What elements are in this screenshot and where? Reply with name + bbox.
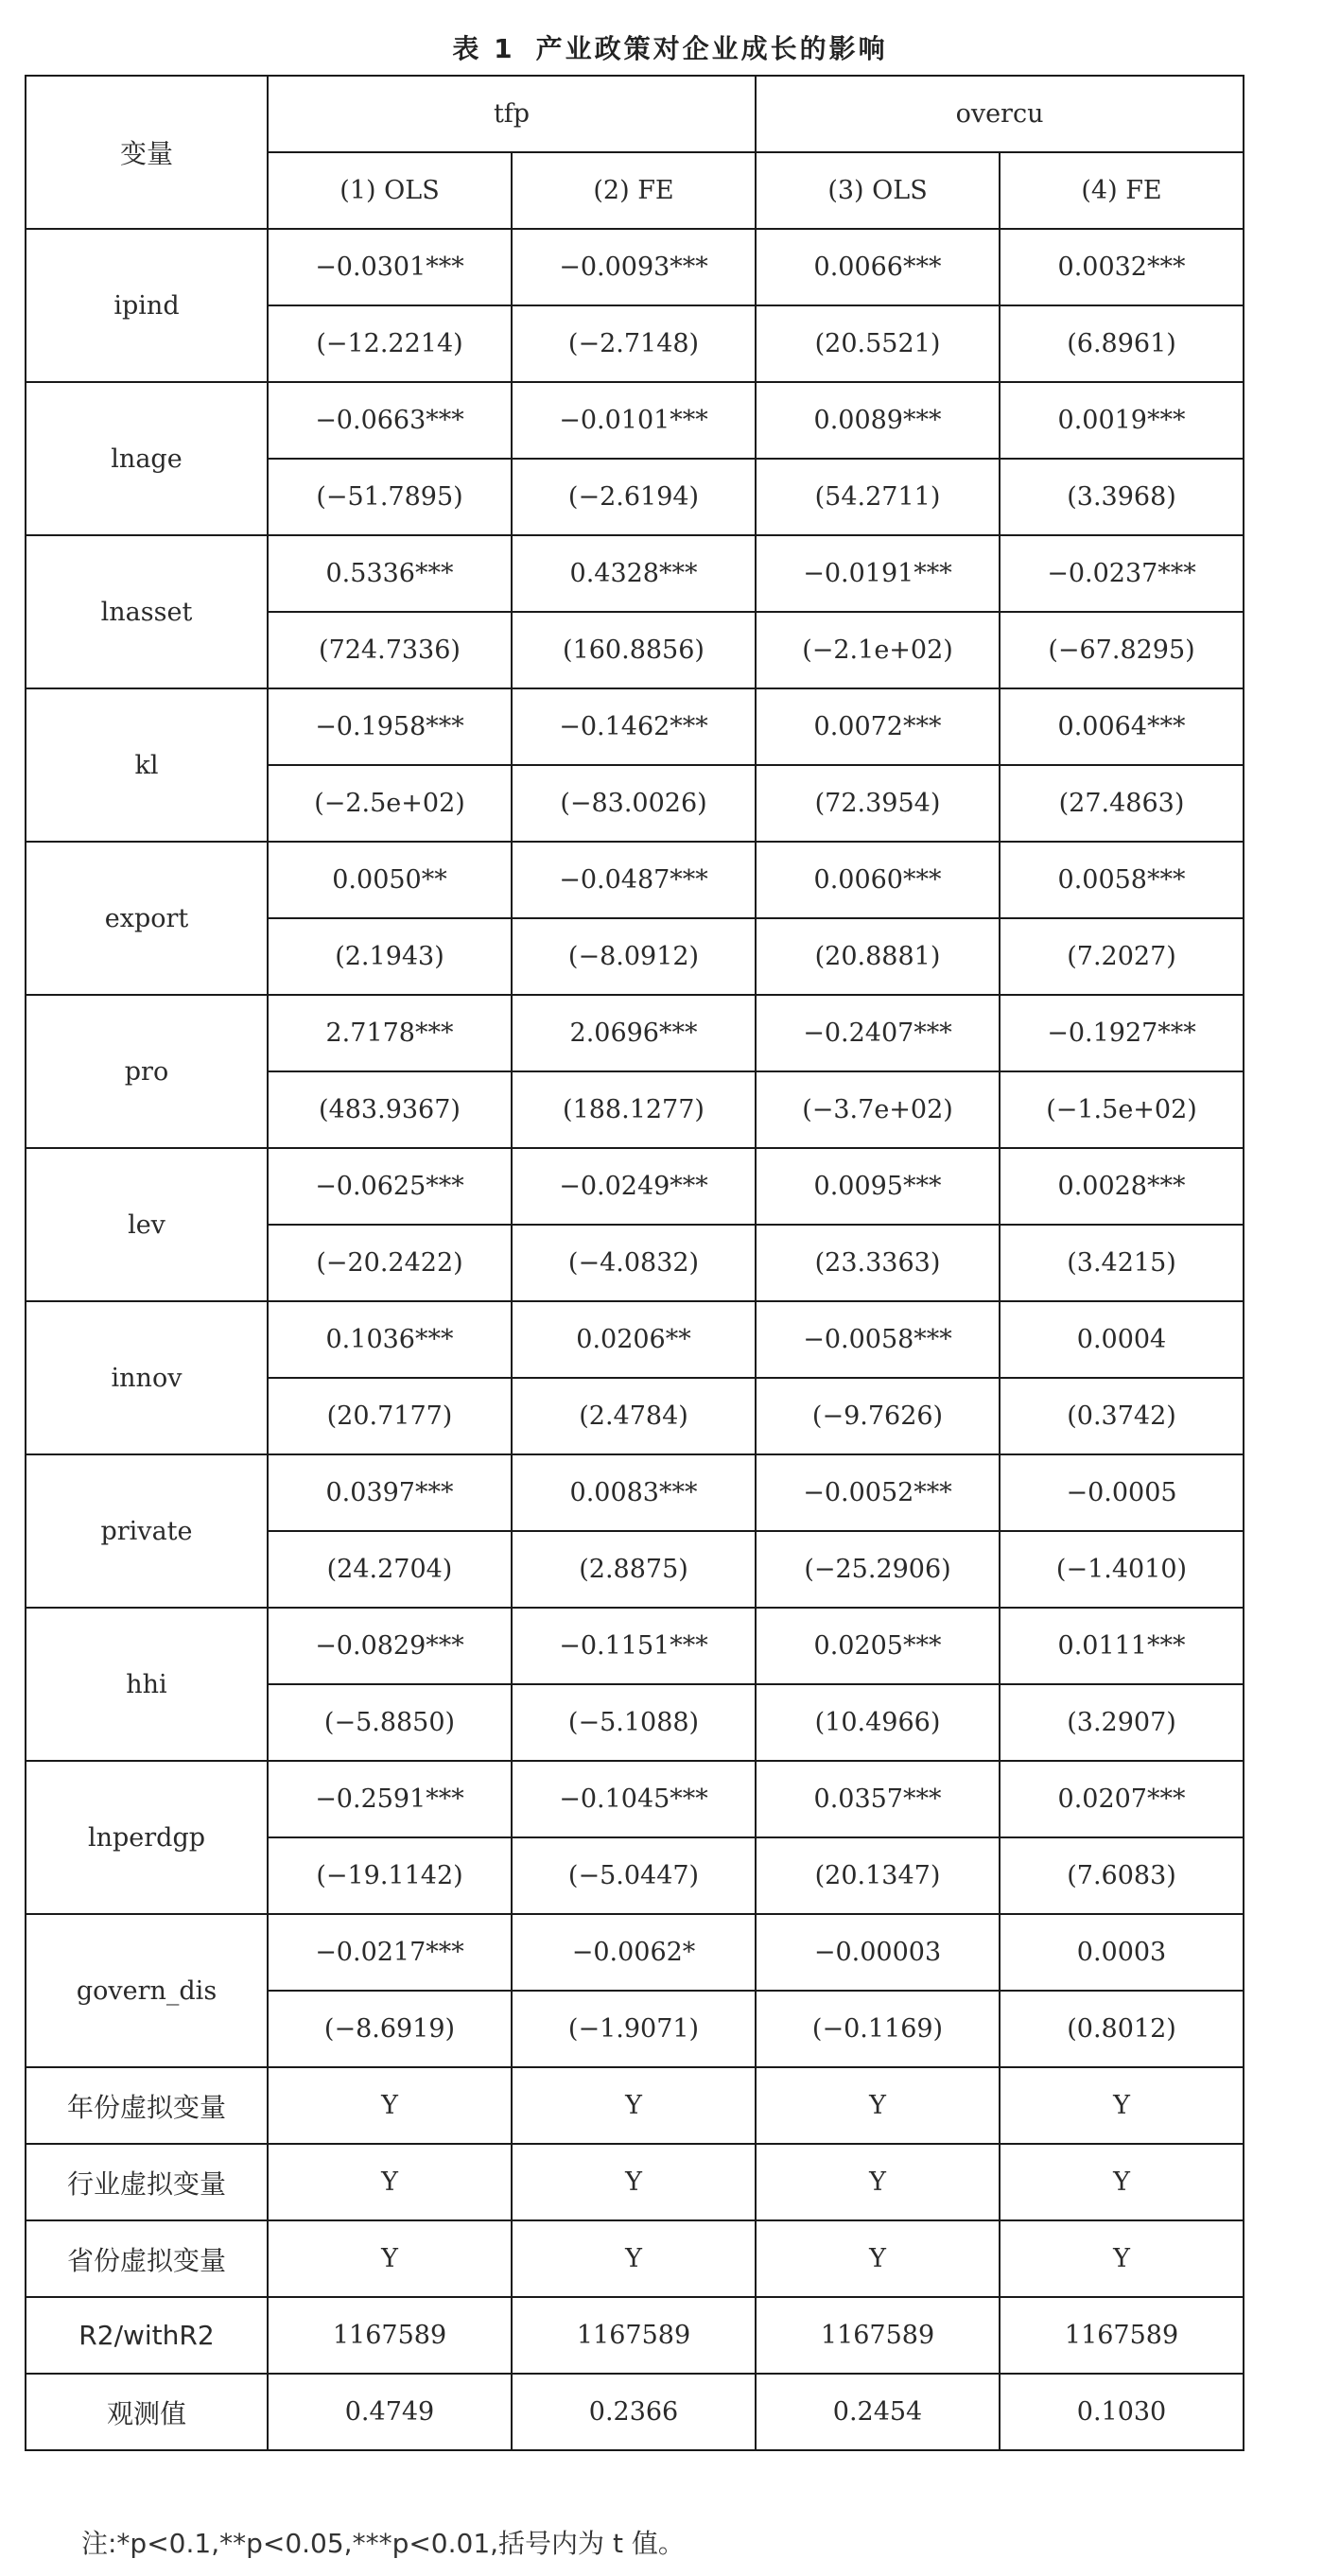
coefficient-cell: 0.0207*** <box>1000 1761 1244 1837</box>
coefficient-cell: −0.0005 <box>1000 1454 1244 1531</box>
t-stat-cell: (27.4863) <box>1000 765 1244 842</box>
summary-value: Y <box>512 2144 756 2220</box>
variable-name: lev <box>26 1148 268 1301</box>
summary-value: 1167589 <box>1000 2297 1244 2374</box>
coefficient-cell: −0.0301*** <box>268 229 512 305</box>
regression-table <box>25 75 1244 2451</box>
coefficient-cell: 0.0089*** <box>756 382 1000 459</box>
t-stat-cell: (−0.1169) <box>756 1991 1000 2067</box>
coefficient-cell: −0.0217*** <box>268 1914 512 1991</box>
variable-name: lnage <box>26 382 268 535</box>
t-stat-cell: (23.3363) <box>756 1225 1000 1301</box>
variable-name: private <box>26 1454 268 1608</box>
coefficient-cell: −0.1045*** <box>512 1761 756 1837</box>
summary-label: 行业虚拟变量 <box>26 2144 268 2220</box>
coefficient-cell: −0.1958*** <box>268 688 512 765</box>
summary-row <box>26 2220 1244 2297</box>
table-note: 注:*p<0.1,**p<0.05,***p<0.01,括号内为 t 值。 <box>81 2528 685 2559</box>
t-stat-cell: (3.3968) <box>1000 459 1244 535</box>
summary-value: Y <box>756 2220 1000 2297</box>
t-stat-cell: (3.2907) <box>1000 1684 1244 1761</box>
t-stat-cell: (0.3742) <box>1000 1378 1244 1454</box>
summary-value: Y <box>756 2067 1000 2144</box>
coefficient-cell: 0.0060*** <box>756 842 1000 918</box>
t-stat-cell: (−1.9071) <box>512 1991 756 2067</box>
t-stat-cell: (−4.0832) <box>512 1225 756 1301</box>
group-header-overcu: overcu <box>756 76 1244 152</box>
coefficient-cell: −0.1462*** <box>512 688 756 765</box>
t-stat-cell: (483.9367) <box>268 1071 512 1148</box>
t-stat-cell: (20.5521) <box>756 305 1000 382</box>
summary-label: 省份虚拟变量 <box>26 2220 268 2297</box>
summary-value: 1167589 <box>268 2297 512 2374</box>
summary-row <box>26 2144 1244 2220</box>
t-stat-cell: (−1.5e+02) <box>1000 1071 1244 1148</box>
coefficient-cell: 0.0019*** <box>1000 382 1244 459</box>
coefficient-cell: 0.0357*** <box>756 1761 1000 1837</box>
coefficient-cell: 0.0111*** <box>1000 1608 1244 1684</box>
variable-name: export <box>26 842 268 995</box>
coefficient-cell: 0.0095*** <box>756 1148 1000 1225</box>
coefficient-row <box>26 382 1244 459</box>
t-stat-cell: (−8.6919) <box>268 1991 512 2067</box>
coefficient-row <box>26 688 1244 765</box>
t-stat-cell: (−12.2214) <box>268 305 512 382</box>
coefficient-cell: −0.0663*** <box>268 382 512 459</box>
t-stat-cell: (724.7336) <box>268 612 512 688</box>
t-stat-cell: (7.6083) <box>1000 1837 1244 1914</box>
t-stat-cell: (7.2027) <box>1000 918 1244 995</box>
t-stat-cell: (−25.2906) <box>756 1531 1000 1608</box>
coefficient-cell: −0.1927*** <box>1000 995 1244 1071</box>
coefficient-row <box>26 229 1244 305</box>
column-header: (1) OLS <box>268 152 512 229</box>
t-stat-cell: (3.4215) <box>1000 1225 1244 1301</box>
summary-label: 观测值 <box>26 2374 268 2450</box>
coefficient-cell: 0.0206** <box>512 1301 756 1378</box>
coefficient-cell: −0.0249*** <box>512 1148 756 1225</box>
t-stat-cell: (−83.0026) <box>512 765 756 842</box>
t-stat-cell: (72.3954) <box>756 765 1000 842</box>
coefficient-cell: −0.0052*** <box>756 1454 1000 1531</box>
t-stat-cell: (−8.0912) <box>512 918 756 995</box>
variable-name: innov <box>26 1301 268 1454</box>
coefficient-cell: 0.0083*** <box>512 1454 756 1531</box>
summary-value: Y <box>1000 2144 1244 2220</box>
t-stat-cell: (−19.1142) <box>268 1837 512 1914</box>
coefficient-row <box>26 1454 1244 1531</box>
coefficient-cell: 0.0205*** <box>756 1608 1000 1684</box>
summary-value: Y <box>512 2220 756 2297</box>
coefficient-cell: −0.0093*** <box>512 229 756 305</box>
summary-value: 0.2366 <box>512 2374 756 2450</box>
summary-row <box>26 2374 1244 2450</box>
t-stat-cell: (−2.6194) <box>512 459 756 535</box>
coefficient-cell: −0.0625*** <box>268 1148 512 1225</box>
t-stat-cell: (2.4784) <box>512 1378 756 1454</box>
coefficient-cell: 0.0066*** <box>756 229 1000 305</box>
summary-value: 0.1030 <box>1000 2374 1244 2450</box>
t-stat-cell: (−20.2422) <box>268 1225 512 1301</box>
t-stat-cell: (−5.8850) <box>268 1684 512 1761</box>
coefficient-cell: −0.0191*** <box>756 535 1000 612</box>
header-row-groups <box>26 76 1244 152</box>
table-number: 表 1 <box>452 33 515 64</box>
t-stat-cell: (2.1943) <box>268 918 512 995</box>
coefficient-cell: −0.00003 <box>756 1914 1000 1991</box>
summary-row <box>26 2297 1244 2374</box>
t-stat-cell: (188.1277) <box>512 1071 756 1148</box>
t-stat-cell: (−2.1e+02) <box>756 612 1000 688</box>
coefficient-row <box>26 1761 1244 1837</box>
coefficient-cell: 0.0050** <box>268 842 512 918</box>
t-stat-cell: (−5.0447) <box>512 1837 756 1914</box>
coefficient-row <box>26 1148 1244 1225</box>
coefficient-cell: 2.7178*** <box>268 995 512 1071</box>
coefficient-cell: 0.0028*** <box>1000 1148 1244 1225</box>
summary-value: Y <box>756 2144 1000 2220</box>
t-stat-cell: (54.2711) <box>756 459 1000 535</box>
table-title <box>0 28 1340 66</box>
coefficient-cell: −0.0237*** <box>1000 535 1244 612</box>
coefficient-cell: −0.1151*** <box>512 1608 756 1684</box>
summary-value: 1167589 <box>512 2297 756 2374</box>
column-header: (2) FE <box>512 152 756 229</box>
coefficient-cell: 0.5336*** <box>268 535 512 612</box>
t-stat-cell: (−9.7626) <box>756 1378 1000 1454</box>
variable-name: hhi <box>26 1608 268 1761</box>
t-stat-cell: (20.1347) <box>756 1837 1000 1914</box>
summary-value: Y <box>1000 2220 1244 2297</box>
t-stat-cell: (20.8881) <box>756 918 1000 995</box>
coefficient-row <box>26 1914 1244 1991</box>
t-stat-cell: (6.8961) <box>1000 305 1244 382</box>
coefficient-cell: 0.0058*** <box>1000 842 1244 918</box>
group-header-tfp: tfp <box>268 76 756 152</box>
table-caption: 产业政策对企业成长的影响 <box>535 33 888 64</box>
coefficient-cell: −0.0101*** <box>512 382 756 459</box>
coefficient-row <box>26 995 1244 1071</box>
variable-name: lnasset <box>26 535 268 688</box>
coefficient-cell: 0.1036*** <box>268 1301 512 1378</box>
coefficient-cell: 0.0072*** <box>756 688 1000 765</box>
summary-value: Y <box>268 2144 512 2220</box>
summary-label: 年份虚拟变量 <box>26 2067 268 2144</box>
coefficient-row <box>26 842 1244 918</box>
coefficient-cell: 0.0032*** <box>1000 229 1244 305</box>
t-stat-cell: (20.7177) <box>268 1378 512 1454</box>
t-stat-cell: (−3.7e+02) <box>756 1071 1000 1148</box>
coefficient-cell: −0.0487*** <box>512 842 756 918</box>
t-stat-cell: (−67.8295) <box>1000 612 1244 688</box>
coefficient-cell: 0.0397*** <box>268 1454 512 1531</box>
t-stat-cell: (−1.4010) <box>1000 1531 1244 1608</box>
coefficient-cell: −0.0062* <box>512 1914 756 1991</box>
coefficient-cell: 0.0003 <box>1000 1914 1244 1991</box>
summary-value: Y <box>1000 2067 1244 2144</box>
summary-label: R2/withR2 <box>26 2297 268 2374</box>
variable-name: govern_dis <box>26 1914 268 2067</box>
t-stat-cell: (−2.5e+02) <box>268 765 512 842</box>
coefficient-cell: 0.4328*** <box>512 535 756 612</box>
column-header: (4) FE <box>1000 152 1244 229</box>
coefficient-cell: 0.0064*** <box>1000 688 1244 765</box>
summary-value: Y <box>268 2220 512 2297</box>
coefficient-row <box>26 535 1244 612</box>
t-stat-cell: (0.8012) <box>1000 1991 1244 2067</box>
variable-name: kl <box>26 688 268 842</box>
coefficient-row <box>26 1301 1244 1378</box>
variable-name: ipind <box>26 229 268 382</box>
summary-value: 1167589 <box>756 2297 1000 2374</box>
t-stat-cell: (10.4966) <box>756 1684 1000 1761</box>
variable-name: pro <box>26 995 268 1148</box>
variable-header: 变量 <box>26 76 268 229</box>
t-stat-cell: (−2.7148) <box>512 305 756 382</box>
summary-value: 0.4749 <box>268 2374 512 2450</box>
summary-value: Y <box>512 2067 756 2144</box>
coefficient-cell: −0.2591*** <box>268 1761 512 1837</box>
t-stat-cell: (160.8856) <box>512 612 756 688</box>
t-stat-cell: (2.8875) <box>512 1531 756 1608</box>
coefficient-cell: −0.0829*** <box>268 1608 512 1684</box>
variable-name: lnperdgp <box>26 1761 268 1914</box>
coefficient-cell: 0.0004 <box>1000 1301 1244 1378</box>
coefficient-cell: −0.0058*** <box>756 1301 1000 1378</box>
summary-row <box>26 2067 1244 2144</box>
t-stat-cell: (24.2704) <box>268 1531 512 1608</box>
coefficient-cell: 2.0696*** <box>512 995 756 1071</box>
coefficient-row <box>26 1608 1244 1684</box>
t-stat-cell: (−51.7895) <box>268 459 512 535</box>
column-header: (3) OLS <box>756 152 1000 229</box>
coefficient-cell: −0.2407*** <box>756 995 1000 1071</box>
summary-value: 0.2454 <box>756 2374 1000 2450</box>
t-stat-cell: (−5.1088) <box>512 1684 756 1761</box>
summary-value: Y <box>268 2067 512 2144</box>
